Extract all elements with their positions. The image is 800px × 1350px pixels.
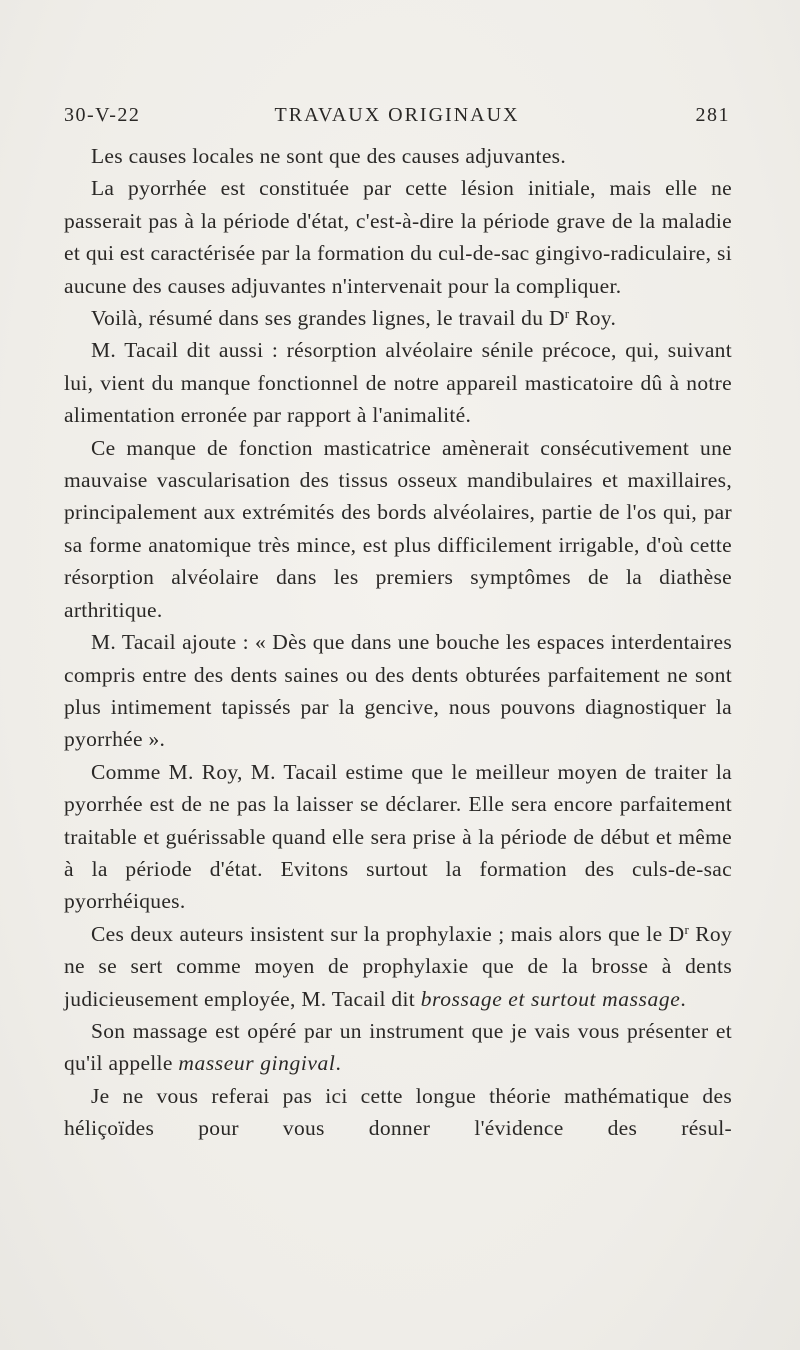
header-date: 30-V-22 — [64, 104, 141, 126]
paragraph-text: Comme M. Roy, M. Tacail estime que le meilleur moyen de traiter la pyorrhée est de ne pas la laisser se déclarer. Elle sera encore parfaitement traitable et guérissable quand elle sera prise à la période de début et même à la période d'état. Evitons surtout la formation des culs-de-sac pyorrhéiques. — [64, 759, 732, 914]
article-body — [64, 140, 732, 1145]
paragraph-4 — [64, 334, 732, 431]
paragraph-text: Roy. — [569, 306, 617, 331]
paragraph-text: . — [680, 986, 687, 1011]
paragraph-2 — [64, 172, 732, 302]
paragraph-1 — [64, 140, 732, 172]
paragraph-text: . — [335, 1051, 342, 1076]
superscript-abbrev: r — [684, 921, 690, 937]
paragraph-text: Voilà, résumé dans ses grandes lignes, le travail du D — [91, 306, 565, 331]
paragraph-7 — [64, 756, 732, 918]
paragraph-text: Roy ne se sert comme moyen de prophylaxie que de la brosse à dents judicieusement employée, M. Tacail dit — [64, 921, 733, 1011]
italic-phrase: brossage et surtout massage — [420, 986, 681, 1011]
italic-phrase: masseur gingival — [178, 1051, 336, 1076]
paragraph-text: Son massage est opéré par un instrument que je vais vous présenter et qu'il appelle — [64, 1018, 732, 1076]
page-number: 281 — [695, 104, 730, 126]
paragraph-3 — [64, 302, 732, 334]
paragraph-text: Ces deux auteurs insistent sur la prophylaxie ; mais alors que le D — [91, 921, 685, 946]
paragraph-8 — [64, 918, 732, 1015]
paragraph-9 — [64, 1015, 732, 1080]
paragraph-text: La pyorrhée est constituée par cette lésion initiale, mais elle ne passerait pas à la période d'état, c'est-à-dire la période grave de la maladie et qui est caractérisée par la formation du cul-de-sac gingivo-radiculaire, si aucune des causes adjuvantes n'intervenait pour la compliquer. — [64, 176, 732, 298]
header-section-title: TRAVAUX ORIGINAUX — [274, 104, 520, 126]
paragraph-6 — [64, 626, 732, 756]
paragraph-10 — [64, 1080, 732, 1145]
running-header — [64, 104, 730, 132]
paragraph-5 — [64, 432, 732, 626]
paragraph-text: M. Tacail ajoute : « Dès que dans une bouche les espaces interdentaires compris entre des dents saines ou des dents obturées parfaitement ne sont plus intimement tapissés par la gencive, nous pouvons diagnostiquer la pyorrhée ». — [64, 630, 732, 752]
paragraph-text: M. Tacail dit aussi : résorption alvéolaire sénile précoce, qui, suivant lui, vient du manque fonctionnel de notre appareil masticatoire dû à notre alimentation erronée par rapport à l'animalité. — [64, 338, 732, 428]
paragraph-text: Ce manque de fonction masticatrice amènerait consécutivement une mauvaise vascularisation des tissus osseux mandibulaires et maxillaires, principalement aux extrémités des bords alvéolaires, partie de l'os qui, par sa forme anatomique très mince, est plus difficilement irrigable, d'où cette résorption alvéolaire dans les premiers symptômes de la diathèse arthritique. — [64, 435, 732, 622]
paragraph-text: Je ne vous referai pas ici cette longue théorie mathématique des héliçoïdes pour vous donner l'évidence des résul- — [64, 1083, 732, 1141]
superscript-abbrev: r — [564, 306, 570, 322]
paragraph-text: Les causes locales ne sont que des causes adjuvantes. — [91, 144, 567, 168]
